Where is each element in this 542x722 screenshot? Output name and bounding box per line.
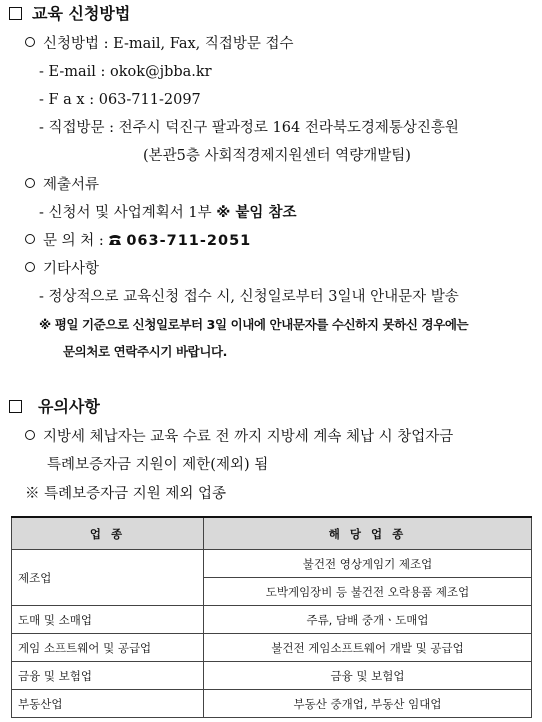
- exclusion-title: ※ 특례보증자금 지원 제외 업종: [25, 486, 227, 502]
- table-cell-category: 도매 및 소매업: [12, 606, 204, 634]
- table-cell-item: 주류, 담배 중개ㆍ도매업: [204, 606, 532, 634]
- visit-line-1: - 직접방문 : 전주시 덕진구 팔과정로 164 전라북도경제통상진흥원: [39, 120, 459, 136]
- table-cell-category: 게임 소프트웨어 및 공급업: [12, 634, 204, 662]
- table-row: [12, 606, 532, 634]
- table-cell-category: 금융 및 보험업: [12, 662, 204, 690]
- notice-line-1: ※ 평일 기준으로 신청일로부터 3일 이내에 안내문자를 수신하지 못하신 경우에는: [39, 317, 469, 332]
- circle-bullet-icon: [25, 37, 35, 47]
- etc-label: 기타사항: [25, 259, 99, 279]
- table-cell-item: 부동산 중개업, 부동산 임대업: [204, 690, 532, 718]
- table-header-applicable: 해 당 업 종: [204, 517, 532, 550]
- table-row: [12, 662, 532, 690]
- table-cell-category: 제조업: [12, 550, 204, 606]
- documents-detail: - 신청서 및 사업계획서 1부 ※ 붙임 참조: [39, 205, 297, 221]
- documents-label: 제출서류: [25, 175, 99, 195]
- circle-bullet-icon: [25, 430, 35, 440]
- table-cell-item: 불건전 영상게임기 제조업: [204, 550, 532, 578]
- table-row: [12, 550, 532, 578]
- circle-bullet-icon: [25, 234, 35, 244]
- notice-line-2: 문의처로 연락주시기 바랍니다.: [63, 344, 228, 359]
- application-method: 신청방법 : E-mail, Fax, 직접방문 접수: [25, 34, 294, 54]
- table-cell-category: 부동산업: [12, 690, 204, 718]
- section-title-caution: 유의사항: [9, 397, 100, 417]
- table-cell-item: 불건전 게임소프트웨어 개발 및 공급업: [204, 634, 532, 662]
- checkbox-square-icon: [9, 400, 22, 413]
- table-cell-item: 금융 및 보험업: [204, 662, 532, 690]
- table-row: [12, 690, 532, 718]
- circle-bullet-icon: [25, 178, 35, 188]
- table-row: [12, 634, 532, 662]
- circle-bullet-icon: [25, 262, 35, 272]
- checkbox-square-icon: [9, 7, 22, 20]
- fax-line: - F a x : 063-711-2097: [39, 92, 201, 108]
- section-title-application: 교육 신청방법: [9, 4, 130, 24]
- visit-line-2: (본관5층 사회적경제지원센터 역량개발팀): [143, 148, 411, 164]
- caution-item-line-2: 특례보증자금 지원이 제한(제외) 됨: [47, 457, 269, 473]
- phone-icon: [108, 234, 122, 246]
- excluded-industries-table: [11, 516, 532, 718]
- email-line: - E-mail : okok@jbba.kr: [39, 64, 212, 80]
- contact-line: 문 의 처 : 063-711-2051: [25, 231, 251, 251]
- table-header-industry: 업 종: [12, 517, 204, 550]
- etc-detail: - 정상적으로 교육신청 접수 시, 신청일로부터 3일내 안내문자 발송: [39, 289, 459, 305]
- table-cell-item: 도박게임장비 등 불건전 오락용품 제조업: [204, 578, 532, 606]
- caution-item-line-1: 지방세 체납자는 교육 수료 전 까지 지방세 계속 체납 시 창업자금: [25, 427, 453, 447]
